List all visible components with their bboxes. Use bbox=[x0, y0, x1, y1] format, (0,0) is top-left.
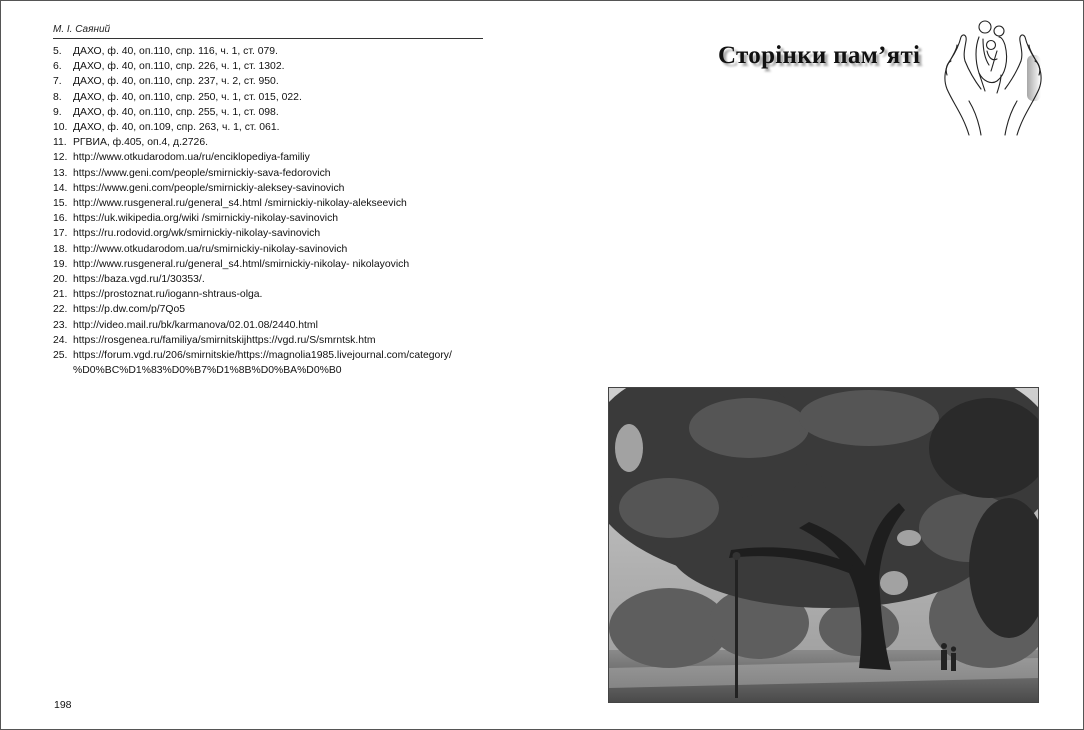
reference-item bbox=[53, 318, 493, 333]
reference-item bbox=[53, 302, 493, 317]
reference-text: https://www.geni.com/people/smirnickiy-sava-fedorovich bbox=[73, 167, 331, 179]
reference-number: 18. bbox=[53, 243, 68, 255]
reference-text: http://video.mail.ru/bk/karmanova/02.01.08/2440.html bbox=[73, 319, 318, 331]
reference-text: ДАХО, ф. 40, оп.110, спр. 250, ч. 1, ст. 015, 022. bbox=[73, 91, 302, 103]
reference-number: 10. bbox=[53, 122, 68, 134]
reference-text: https://baza.vgd.ru/1/30353/. bbox=[73, 274, 205, 286]
reference-item bbox=[53, 74, 493, 89]
right-page bbox=[542, 1, 1083, 729]
reference-item bbox=[53, 333, 493, 348]
reference-item bbox=[53, 59, 493, 74]
reference-item bbox=[53, 166, 493, 181]
reference-text: https://ru.rodovid.org/wk/smirnickiy-nikolay-savinovich bbox=[73, 228, 321, 240]
reference-item bbox=[53, 196, 493, 211]
reference-number: 8. bbox=[53, 91, 62, 103]
reference-text: http://www.otkudarodom.ua/ru/enciklopediya-familiy bbox=[73, 152, 310, 164]
reference-item bbox=[53, 120, 493, 135]
reference-number: 6. bbox=[53, 61, 62, 73]
reference-number: 12. bbox=[53, 152, 68, 164]
reference-number: 11. bbox=[53, 137, 67, 149]
reference-item bbox=[53, 257, 493, 272]
reference-item bbox=[53, 181, 493, 196]
reference-item bbox=[53, 348, 493, 378]
reference-text: РГВИА, ф.405, оп.4, д.2726. bbox=[73, 137, 209, 149]
reference-number: 23. bbox=[53, 319, 68, 331]
reference-list bbox=[53, 44, 493, 378]
reference-text: http://www.rusgeneral.ru/general_s4.html /smirnickiy-nikolay-alekseevich bbox=[73, 198, 407, 210]
reference-text: ДАХО, ф. 40, оп.109, спр. 263, ч. 1, ст. 061. bbox=[73, 122, 280, 134]
reference-number: 13. bbox=[53, 167, 68, 179]
reference-text: http://www.rusgeneral.ru/general_s4.html/smirnickiy-nikolay- nikolayovich bbox=[73, 258, 410, 270]
left-page bbox=[1, 1, 542, 729]
reference-number: 5. bbox=[53, 46, 62, 57]
reference-text: ДАХО, ф. 40, оп.110, спр. 116, ч. 1, ст. 079. bbox=[73, 46, 278, 57]
reference-text: ДАХО, ф. 40, оп.110, спр. 237, ч. 2, ст. 950. bbox=[73, 76, 279, 88]
section-title: Сторінки пам’яті bbox=[718, 42, 921, 69]
reference-text: http://www.otkudarodom.ua/ru/smirnickiy-nikolay-savinovich bbox=[73, 243, 348, 255]
reference-number: 17. bbox=[53, 228, 68, 240]
reference-text: https://www.geni.com/people/smirnickiy-aleksey-savinovich bbox=[73, 182, 345, 194]
running-head-author: М. І. Саяний bbox=[53, 24, 483, 39]
reference-item bbox=[53, 135, 493, 150]
reference-number: 7. bbox=[53, 76, 62, 88]
reference-item bbox=[53, 242, 493, 257]
reference-item bbox=[53, 105, 493, 120]
reference-number: 25. bbox=[53, 350, 68, 362]
reference-text: https://p.dw.com/p/7Qo5 bbox=[73, 304, 186, 316]
reference-number: 9. bbox=[53, 106, 62, 118]
reference-text: https://rosgenea.ru/familiya/smirnitskijhttps://vgd.ru/S/smrntsk.htm bbox=[73, 334, 376, 346]
reference-number: 22. bbox=[53, 304, 68, 316]
reference-number: 19. bbox=[53, 258, 68, 270]
reference-number: 14. bbox=[53, 182, 68, 194]
reference-item bbox=[53, 272, 493, 287]
reference-text-continuation: %D0%BC%D1%83%D0%B7%D1%8B%D0%BA%D0%B0 bbox=[73, 365, 342, 377]
reference-number: 16. bbox=[53, 213, 68, 225]
reference-text: ДАХО, ф. 40, оп.110, спр. 226, ч. 1, ст. 1302. bbox=[73, 61, 285, 73]
reference-item bbox=[53, 90, 493, 105]
page-number: 198 bbox=[54, 699, 72, 711]
reference-number: 15. bbox=[53, 198, 68, 210]
hands-holding-family-icon bbox=[939, 15, 1047, 137]
park-oak-tree-photo bbox=[608, 387, 1039, 703]
reference-text: https://uk.wikipedia.org/wiki /smirnickiy-nikolay-savinovich bbox=[73, 213, 339, 225]
reference-item bbox=[53, 211, 493, 226]
reference-item bbox=[53, 226, 493, 241]
reference-text: https://forum.vgd.ru/206/smirnitskie/https://magnolia1985.livejournal.com/category/ bbox=[73, 350, 452, 362]
reference-number: 20. bbox=[53, 274, 68, 286]
reference-item bbox=[53, 287, 493, 302]
reference-item bbox=[53, 150, 493, 165]
reference-text: ДАХО, ф. 40, оп.110, спр. 255, ч. 1, ст. 098. bbox=[73, 106, 279, 118]
reference-number: 24. bbox=[53, 334, 68, 346]
reference-item bbox=[53, 44, 493, 59]
reference-number: 21. bbox=[53, 289, 68, 301]
reference-text: https://prostoznat.ru/iogann-shtraus-olga. bbox=[73, 289, 263, 301]
